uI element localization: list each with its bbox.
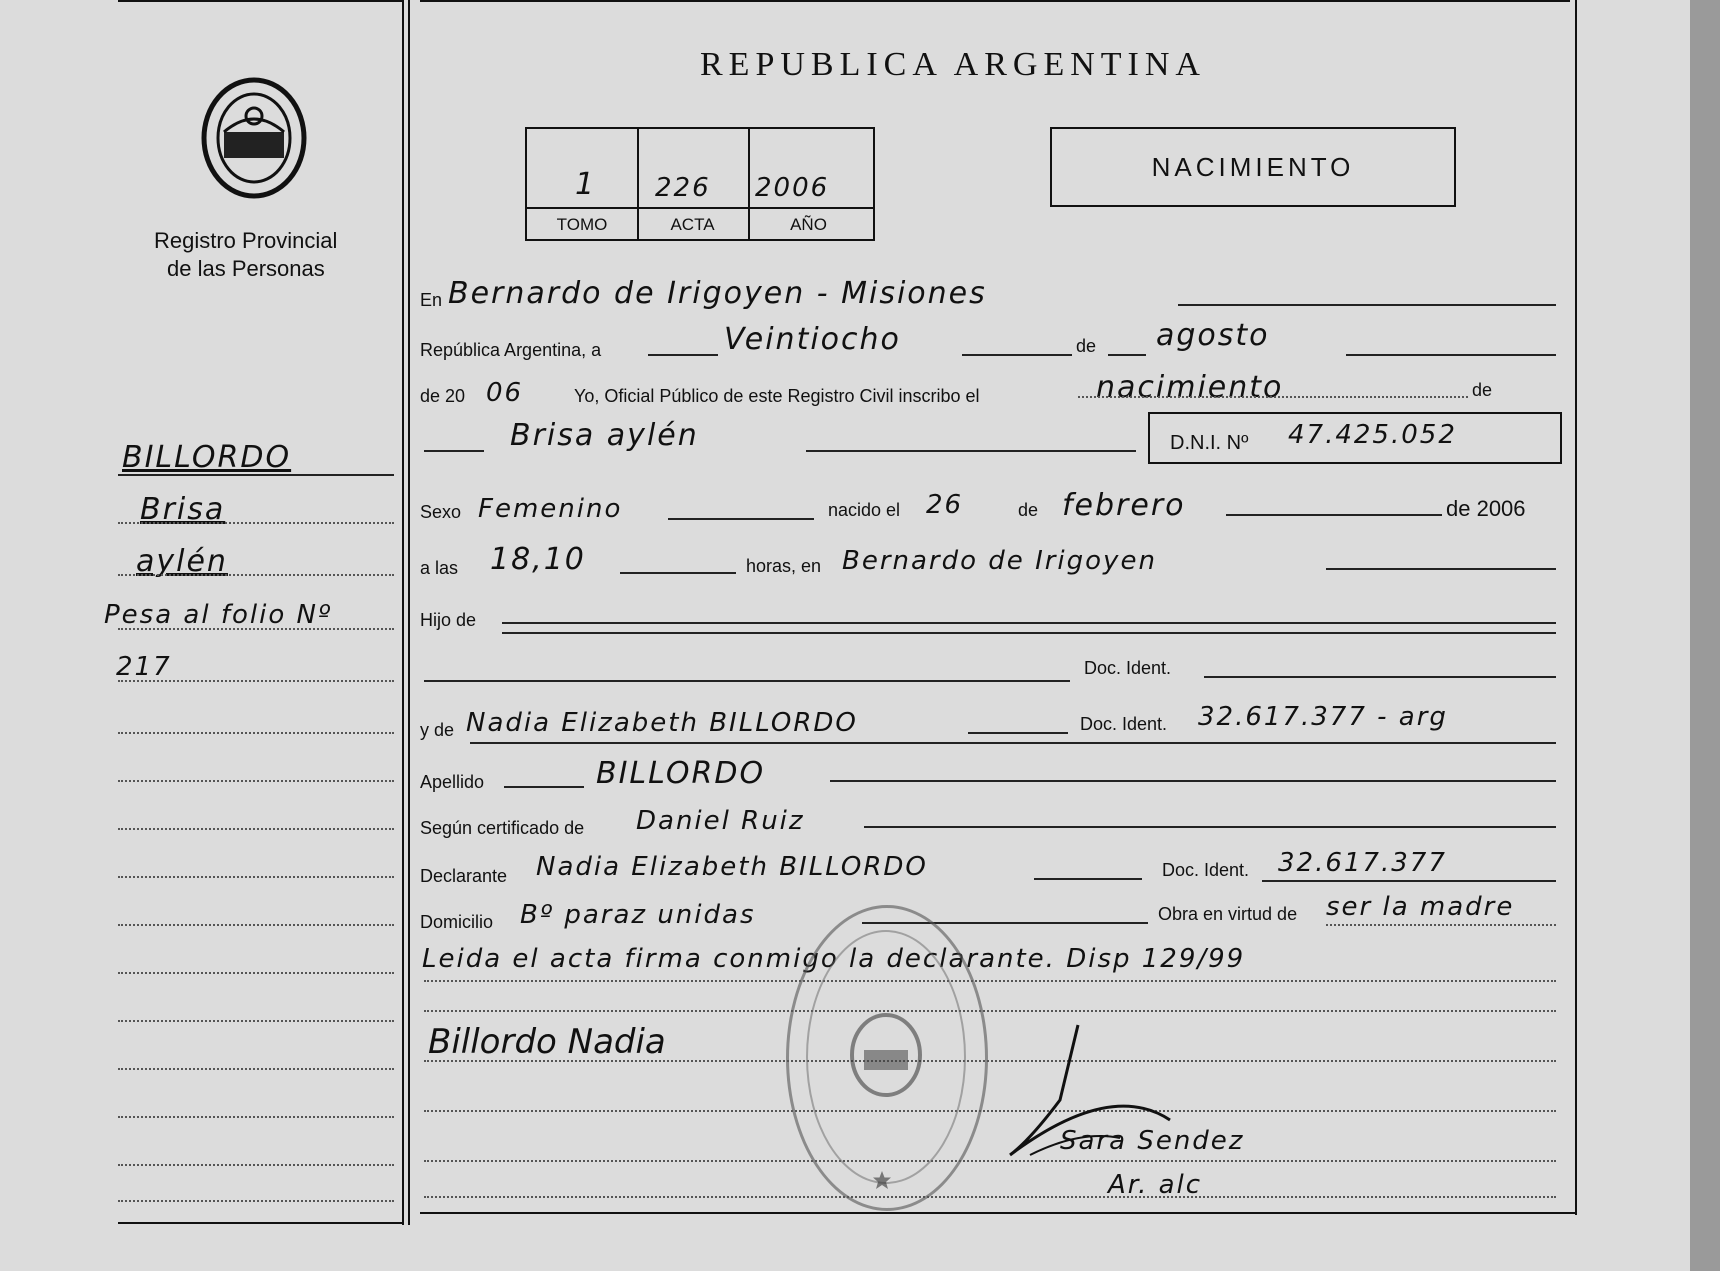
rule — [1226, 514, 1442, 516]
de-label: de — [1076, 336, 1097, 356]
yde-label: y de — [420, 720, 455, 740]
side-rule — [118, 924, 394, 926]
sexo-value: Femenino — [478, 494, 623, 524]
doc-ident-label-1: Doc. Ident. — [1084, 658, 1172, 678]
apellido-value: BILLORDO — [596, 756, 766, 791]
republica-label: República Argentina, a — [420, 340, 602, 360]
side-rule — [118, 680, 394, 682]
adjacent-page-edge — [1690, 0, 1720, 1271]
en-label: En — [420, 290, 443, 310]
seal-star-icon — [872, 1170, 892, 1190]
acta-label: ACTA — [670, 215, 715, 234]
official-signature-2: Ar. alc — [1108, 1170, 1203, 1200]
nombre-value: Brisa aylén — [510, 418, 699, 453]
side-note-folio: Pesa al folio Nº — [104, 600, 333, 630]
rule — [424, 450, 484, 452]
left-column-divider-1 — [402, 0, 404, 1225]
rule — [502, 622, 1556, 624]
declarante-label: Declarante — [420, 866, 508, 886]
madre-value: Nadia Elizabeth BILLORDO — [466, 708, 858, 738]
side-rule — [118, 876, 394, 878]
rule — [504, 786, 584, 788]
side-rule — [118, 1116, 394, 1118]
side-rule — [118, 1068, 394, 1070]
side-rule — [118, 1200, 394, 1202]
side-rule — [118, 732, 394, 734]
side-note-secondname: aylén — [136, 544, 228, 579]
doc-ident-label-3: Doc. Ident. — [1162, 860, 1250, 880]
record-number-table — [525, 127, 875, 241]
country-title: REPUBLICA ARGENTINA — [700, 46, 1206, 83]
hijo-label: Hijo de — [420, 610, 477, 630]
nacido-mes-value: febrero — [1062, 488, 1186, 523]
misiones-emblem-icon — [194, 72, 314, 204]
anio-label: AÑO — [790, 215, 827, 234]
en-value: Bernardo de Irigoyen - Misiones — [448, 276, 987, 311]
lugar-value: Bernardo de Irigoyen — [842, 546, 1157, 576]
acta-value: 226 — [655, 173, 711, 203]
de-label-3: de — [1018, 500, 1039, 520]
side-rule — [118, 828, 394, 830]
obra-label: Obra en virtud de — [1158, 904, 1298, 924]
alas-label: a las — [420, 558, 459, 578]
top-main-rule — [420, 0, 1570, 2]
rule — [1034, 878, 1142, 880]
registry-name-line-2: de las Personas — [167, 256, 325, 281]
declarante-value: Nadia Elizabeth BILLORDO — [536, 852, 928, 882]
hora-value: 18,10 — [490, 542, 586, 577]
side-rule — [118, 1164, 394, 1166]
nacido-label: nacido el — [828, 500, 901, 520]
segun-value: Daniel Ruiz — [636, 806, 805, 836]
rule — [1262, 880, 1556, 882]
anio-inscripcion-value: 06 — [486, 378, 524, 408]
rule — [424, 1010, 1556, 1012]
mes-value: agosto — [1156, 318, 1270, 353]
sexo-label: Sexo — [420, 502, 462, 522]
inscribo-label: Yo, Oficial Público de este Registro Civil inscribo el — [574, 386, 980, 406]
seal-emblem-icon — [846, 1010, 926, 1100]
side-rule — [118, 1020, 394, 1022]
rule — [830, 780, 1556, 782]
de-label-2: de — [1472, 380, 1493, 400]
horas-label: horas, en — [746, 556, 822, 576]
segun-label: Según certificado de — [420, 818, 585, 838]
doc-ident-label-2: Doc. Ident. — [1080, 714, 1168, 734]
nacido-anio-value: de 2006 — [1446, 496, 1526, 521]
side-note-firstname: Brisa — [140, 492, 226, 527]
side-note-surname: BILLORDO — [122, 440, 292, 475]
rule — [1204, 676, 1556, 678]
side-rule — [118, 474, 394, 476]
dia-value: Veintiocho — [724, 322, 901, 357]
rule — [1078, 396, 1468, 398]
rule — [1326, 568, 1556, 570]
right-margin-rule — [1575, 0, 1577, 1215]
rule — [470, 742, 1556, 744]
leida-value: Leida el acta firma conmigo la declarante. Disp 129/99 — [422, 944, 1246, 974]
left-column-divider-2 — [408, 0, 410, 1225]
anio-value: 2006 — [755, 173, 830, 203]
rule — [1108, 354, 1146, 356]
rule — [962, 354, 1072, 356]
declarante-doc-value: 32.617.377 — [1278, 848, 1447, 878]
nacido-dia-value: 26 — [926, 490, 964, 520]
side-rule — [118, 574, 394, 576]
rule — [806, 450, 1136, 452]
official-signature: Sara Sendez — [1060, 1126, 1245, 1156]
bottom-left-rule — [118, 1222, 402, 1224]
tomo-label: TOMO — [556, 215, 608, 234]
side-note-folio-number: 217 — [116, 652, 172, 682]
domicilio-value: Bº paraz unidas — [520, 900, 756, 930]
dni-value: 47.425.052 — [1288, 420, 1457, 450]
anio-prefix: de 20 — [420, 386, 466, 406]
side-rule — [118, 522, 394, 524]
inscribo-value: nacimiento — [1096, 370, 1284, 405]
rule — [864, 826, 1556, 828]
registry-name-line-1: Registro Provincial — [154, 228, 338, 253]
table-label-row-divider — [527, 207, 873, 209]
domicilio-label: Domicilio — [420, 912, 494, 932]
declarante-signature: Billordo Nadia — [428, 1022, 666, 1062]
rule — [1178, 304, 1556, 306]
rule — [1346, 354, 1556, 356]
rule — [502, 632, 1556, 634]
rule — [424, 980, 1556, 982]
side-rule — [118, 780, 394, 782]
obra-value: ser la madre — [1326, 892, 1515, 922]
side-rule — [118, 628, 394, 630]
bottom-main-rule — [420, 1212, 1575, 1214]
top-left-rule — [118, 0, 402, 2]
rule — [424, 1196, 1556, 1198]
madre-doc-value: 32.617.377 - arg — [1198, 702, 1448, 732]
dni-label: D.N.I. Nº — [1170, 432, 1249, 454]
rule — [1326, 924, 1556, 926]
apellido-label: Apellido — [420, 772, 485, 792]
rule — [968, 732, 1068, 734]
side-rule — [118, 972, 394, 974]
rule — [668, 518, 814, 520]
certificate-type-box: NACIMIENTO — [1050, 127, 1456, 207]
rule — [424, 680, 1070, 682]
tomo-value: 1 — [575, 167, 597, 202]
rule — [648, 354, 718, 356]
rule — [620, 572, 736, 574]
